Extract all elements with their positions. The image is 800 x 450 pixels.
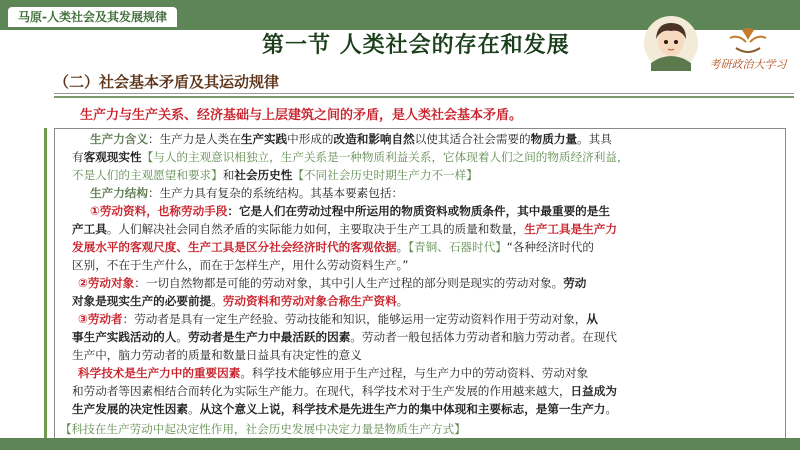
text-line-15: 和劳动者等因素相结合而转化为实际生产能力。在现代，科学技术对于生产发展的作用越来越大，日益成为 <box>72 384 617 398</box>
text-line-5: ①劳动资料，也称劳动手段：它是人们在劳动过程中所运用的物质资料或物质条件，其中最重要的是生 <box>90 204 610 218</box>
text-line-1: 生产力含义：生产力是人类在生产实践中形成的改造和影响自然以使其适合社会需要的物质力量。其具 <box>90 132 612 146</box>
logo-text: 考研政治大学习 <box>709 58 787 71</box>
text-line-13: 生产中，脑力劳动者的质量和数量日益具有决定性的意义 <box>72 348 362 362</box>
text-line-11: ③劳动者：劳动者是具有一定生产经验、劳动技能和知识，能够运用一定劳动资料作用于劳动对象，从 <box>78 312 598 326</box>
text-line-17: 【科技在生产劳动中起决定性作用，社会历史发展中决定力量是物质生产方式】 <box>60 422 466 436</box>
text-line-3: 不是人们的主观愿望和要求】和社会历史性【不同社会历史时期生产力不一样】 <box>72 168 478 182</box>
text-line-6: 产工具。人们解决社会同自然矛盾的实际能力如何，主要取决于生产工具的质量和数量，生产工具是生产力 <box>72 222 617 236</box>
section-divider <box>54 93 794 94</box>
text-line-10: 对象是现实生产的必要前提。劳动资料和劳动对象合称生产资料。 <box>72 294 409 308</box>
text-line-12: 事生产实践活动的人。劳动者是生产力中最活跃的因素。劳动者一般包括体力劳动者和脑力劳动者。在现代 <box>72 330 617 344</box>
text-line-2: 有客观现实性【与人的主观意识相独立，生产关系是一种物质利益关系，它体现着人们之间的物质经济利益， <box>72 150 629 164</box>
text-line-14: 科学技术是生产力中的重要因素。科学技术能够应用于生产过程，与生产力中的劳动资料、劳动对象 <box>78 366 589 380</box>
page-title: 第一节 人类社会的存在和发展 <box>262 32 570 58</box>
course-tab: 马原-人类社会及其发展规律 <box>8 7 177 27</box>
key-point: 生产力与生产关系、经济基础与上层建筑之间的矛盾，是人类社会基本矛盾。 <box>80 108 523 123</box>
text-line-8: 区别，不在于生产什么，而在于怎样生产，用什么劳动资料生产。” <box>72 258 409 272</box>
bottom-bar <box>0 438 800 450</box>
section-heading: （二）社会基本矛盾及其运动规律 <box>54 73 280 91</box>
avatar-illustration <box>643 15 699 71</box>
text-line-9: ②劳动对象：一切自然物都是可能的劳动对象，其中引人生产过程的部分则是现实的劳动对象。劳动 <box>78 276 587 290</box>
text-line-4: 生产力结构：生产力具有复杂的系统结构。其基本要素包括： <box>90 186 404 200</box>
text-line-7: 发展水平的客观尺度、生产工具是区分社会经济时代的客观依据。【青铜、石器时代】“各种经济时代的 <box>72 240 594 254</box>
section-divider-accent <box>54 96 794 98</box>
text-line-16: 生产发展的决定性因素。从这个意义上说，科学技术是先进生产力的集中体现和主要标志，是第一生产力。 <box>72 402 617 416</box>
content-box-accent <box>44 128 47 438</box>
